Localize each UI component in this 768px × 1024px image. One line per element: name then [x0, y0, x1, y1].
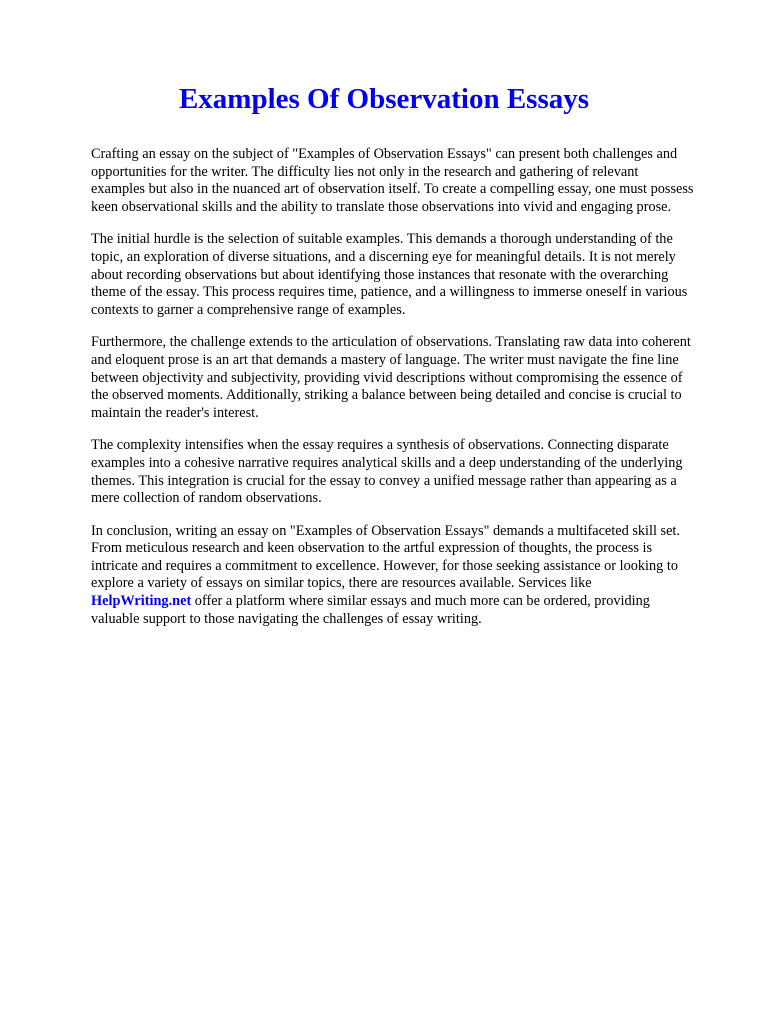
- paragraph-4: The complexity intensifies when the essay requires a synthesis of observations. Connecting disparate examples into a cohesive narrative requires analytical skills and a deep understanding of the underlying themes. This integration is crucial for the essay to convey a unified message rather than appearing as a mere collection of random observations.: [91, 437, 683, 507]
- conclusion-text-after-link: offer a platform where similar essays and much more can be ordered, providing valuable support to those navigating the challenges of essay writing.: [91, 593, 650, 627]
- paragraph-2: The initial hurdle is the selection of suitable examples. This demands a thorough understanding of the topic, an exploration of diverse situations, and a discerning eye for meaningful details. It is not merely about recording observations but about identifying those instances that resonate with the overarching theme of the essay. This process requires time, patience, and a willingness to immerse oneself in various contexts to garner a comprehensive range of examples.: [91, 231, 688, 318]
- page-title: Examples Of Observation Essays: [178, 83, 590, 115]
- paragraph-conclusion: [91, 523, 695, 629]
- helpwriting-link[interactable]: HelpWriting.net: [91, 593, 192, 610]
- conclusion-text-before-link: In conclusion, writing an essay on "Examples of Observation Essays" demands a multifaceted skill set. From meticulous research and keen observation to the artful expression of thoughts, the process is intricate and requires a commitment to excellence. However, for those seeking assistance or looking to explore a variety of essays on similar topics, there are resources available. Services like: [91, 522, 680, 592]
- paragraph-3: Furthermore, the challenge extends to the articulation of observations. Translating raw data into coherent and eloquent prose is an art that demands a mastery of language. The writer must navigate the fine line between objectivity and subjectivity, providing vivid descriptions without compromising the essence of the observed moments. Additionally, striking a balance between being detailed and concise is crucial to maintain the reader's interest.: [91, 334, 691, 421]
- paragraph-1: Crafting an essay on the subject of "Examples of Observation Essays" can present both challenges and opportunities for the writer. The difficulty lies not only in the research and gathering of relevant examples but also in the nuanced art of observation itself. To create a compelling essay, one must possess keen observational skills and the ability to translate those observations into vivid and engaging prose.: [91, 146, 694, 215]
- essay-body: [91, 146, 695, 643]
